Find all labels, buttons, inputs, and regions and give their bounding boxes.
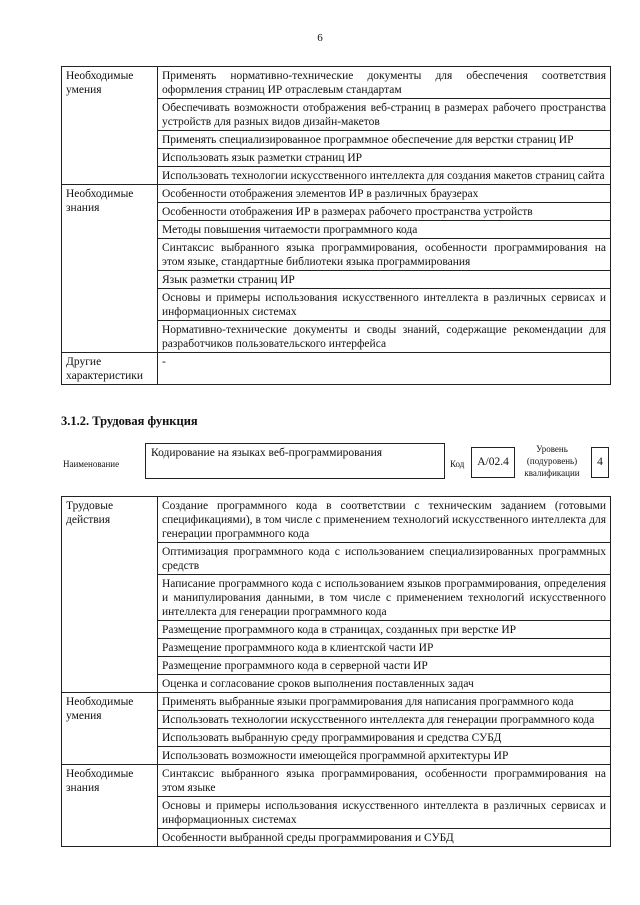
row-item-text: Оптимизация программного кода с использованием специализированных программных средств <box>158 543 611 575</box>
competency-table-lower <box>61 496 611 847</box>
level-label-line: Уровень <box>536 444 568 454</box>
row-item-text: Применять специализированное программное обеспечение для верстки страниц ИР <box>158 131 611 149</box>
row-item-text: Размещение программного кода в страницах, созданных при верстке ИР <box>158 621 611 639</box>
competency-table-upper <box>61 66 611 385</box>
row-item-text: Методы повышения читаемости программного кода <box>158 221 611 239</box>
row-item-text: Использовать возможности имеющейся программной архитектуры ИР <box>158 747 611 765</box>
row-group-label: Трудовые действия <box>62 497 158 693</box>
row-item-text: Использовать технологии искусственного интеллекта для создания макетов страниц сайта <box>158 167 611 185</box>
row-group-label: Необходимые знания <box>62 765 158 847</box>
row-item-text: Использовать технологии искусственного интеллекта для генерации программного кода <box>158 711 611 729</box>
labor-function-header <box>61 443 610 481</box>
row-item-text: Особенности отображения ИР в размерах рабочего пространства устройств <box>158 203 611 221</box>
row-item-text: Создание программного кода в соответствии с техническим заданием (готовыми спецификациями), в том числе с применением технологий искусственного интеллекта для генерации программного кода <box>158 497 611 543</box>
table-row <box>62 765 611 797</box>
code-label: Код <box>450 459 465 469</box>
row-item-text: Особенности отображения элементов ИР в различных браузерах <box>158 185 611 203</box>
row-group-label: Необходимые умения <box>62 67 158 185</box>
row-item-text: Основы и примеры использования искусственного интеллекта в различных сервисах и информационных системах <box>158 797 611 829</box>
section-heading: 3.1.2. Трудовая функция <box>61 414 198 428</box>
row-item-text: Написание программного кода с использованием языков программирования, определения и манипулирования данными, в том числе с применением технологий искусственного интеллекта для генерации программного кода <box>158 575 611 621</box>
row-item-text: Оценка и согласование сроков выполнения поставленных задач <box>158 675 611 693</box>
row-item-text: Язык разметки страниц ИР <box>158 271 611 289</box>
row-item-text: Применять выбранные языки программирования для написания программного кода <box>158 693 611 711</box>
function-name-value: Кодирование на языках веб-программирования <box>145 443 445 479</box>
level-label-line: (подуровень) <box>526 456 578 466</box>
function-code-value: A/02.4 <box>471 447 515 478</box>
page-number: 6 <box>317 32 323 44</box>
row-item-text: Размещение программного кода в серверной части ИР <box>158 657 611 675</box>
row-item-text: Нормативно-технические документы и своды знаний, содержащие рекомендации для разработчиков пользовательского интерфейса <box>158 321 611 353</box>
row-item-text: Синтаксис выбранного языка программирования, особенности программирования на этом языке, стандартные библиотеки языка программирования <box>158 239 611 271</box>
row-group-label: Другие характеристики <box>62 353 158 385</box>
table-row <box>62 185 611 203</box>
row-item-text: Особенности выбранной среды программирования и СУБД <box>158 829 611 847</box>
row-item-text: Использовать язык разметки страниц ИР <box>158 149 611 167</box>
row-item-text: Применять нормативно-технические документы для обеспечения соответствия оформления страниц ИР отраслевым стандартам <box>158 67 611 99</box>
row-item-text: Обеспечивать возможности отображения веб-страниц в размерах рабочего пространства устройств для разных видов дизайн-макетов <box>158 99 611 131</box>
row-group-label: Необходимые знания <box>62 185 158 353</box>
row-item-text: Синтаксис выбранного языка программирования, особенности программирования на этом языке <box>158 765 611 797</box>
qualification-level-label <box>518 443 586 479</box>
row-group-label: Необходимые умения <box>62 693 158 765</box>
table-row <box>62 693 611 711</box>
qualification-level-value: 4 <box>591 447 609 478</box>
name-label: Наименование <box>63 459 120 469</box>
row-item-text: - <box>158 353 611 385</box>
table-body <box>62 497 611 847</box>
table-row <box>62 67 611 99</box>
table-row <box>62 353 611 385</box>
row-item-text: Основы и примеры использования искусственного интеллекта в различных сервисах и информационных системах <box>158 289 611 321</box>
level-label-line: квалификации <box>524 468 580 478</box>
row-item-text: Использовать выбранную среду программирования и средства СУБД <box>158 729 611 747</box>
table-row <box>62 497 611 543</box>
table-body <box>62 67 611 385</box>
row-item-text: Размещение программного кода в клиентской части ИР <box>158 639 611 657</box>
